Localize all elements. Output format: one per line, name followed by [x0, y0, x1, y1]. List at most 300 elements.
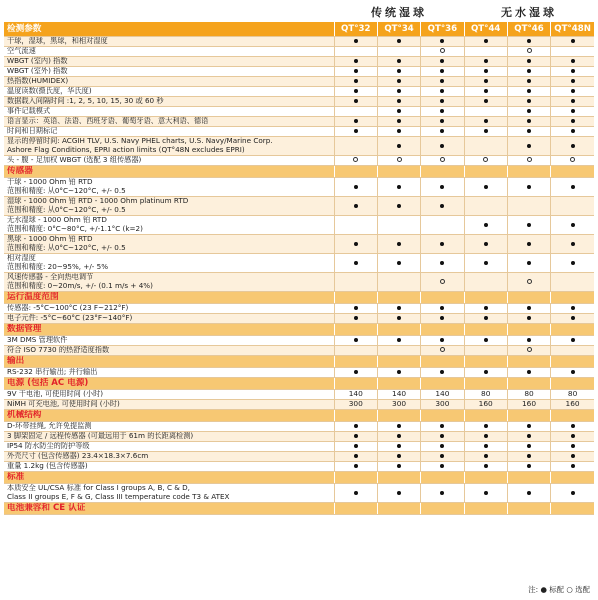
optional-circle-icon	[570, 157, 575, 162]
standard-dot-icon	[484, 39, 488, 43]
standard-cell	[507, 77, 550, 87]
standard-cell	[551, 37, 594, 47]
table-row	[4, 432, 594, 442]
standard-dot-icon	[484, 242, 488, 246]
parameter-cell	[4, 432, 334, 442]
parameter-text: 时间和日期标记	[7, 126, 58, 136]
standard-dot-icon	[527, 306, 531, 310]
standard-cell	[421, 452, 464, 462]
optional-circle-icon	[527, 48, 532, 53]
standard-dot-icon	[397, 261, 401, 265]
standard-dot-icon	[354, 89, 358, 93]
standard-dot-icon	[354, 79, 358, 83]
empty-cell	[464, 47, 507, 57]
standard-dot-icon	[484, 79, 488, 83]
section-cell	[377, 503, 420, 515]
standard-cell	[421, 107, 464, 117]
standard-cell	[507, 336, 550, 346]
standard-dot-icon	[484, 444, 488, 448]
parameter-cell	[4, 368, 334, 378]
parameter-text: 显示的停留时间: ACGIH TLV, U.S. Navy PHEL charts, U.S. Navy/Marine Corp.	[7, 136, 273, 146]
standard-dot-icon	[571, 223, 575, 227]
empty-cell	[464, 137, 507, 156]
standard-cell	[377, 117, 420, 127]
table-row	[4, 37, 594, 47]
standard-cell	[507, 97, 550, 107]
standard-dot-icon	[397, 316, 401, 320]
standard-dot-icon	[571, 119, 575, 123]
table-row	[4, 273, 594, 292]
optional-circle-icon	[440, 48, 445, 53]
value-cell: 300	[334, 400, 377, 410]
section-cell	[334, 166, 377, 178]
empty-cell	[334, 273, 377, 292]
standard-cell	[421, 77, 464, 87]
standard-dot-icon	[397, 185, 401, 189]
table-row	[4, 178, 594, 197]
standard-dot-icon	[397, 242, 401, 246]
standard-cell	[464, 452, 507, 462]
section-cell	[551, 324, 594, 336]
parameter-cell	[4, 77, 334, 87]
standard-cell	[421, 37, 464, 47]
standard-dot-icon	[484, 434, 488, 438]
standard-cell	[507, 314, 550, 324]
standard-cell	[507, 137, 550, 156]
empty-cell	[377, 216, 420, 235]
standard-dot-icon	[571, 306, 575, 310]
empty-cell	[551, 197, 594, 216]
standard-dot-icon	[571, 242, 575, 246]
standard-cell	[421, 117, 464, 127]
standard-dot-icon	[571, 434, 575, 438]
standard-dot-icon	[354, 338, 358, 342]
standard-dot-icon	[397, 454, 401, 458]
parameter-cell	[4, 37, 334, 47]
standard-cell	[507, 235, 550, 254]
standard-dot-icon	[397, 109, 401, 113]
parameter-text: 重量 1.2kg (包含传感器)	[7, 461, 88, 471]
standard-dot-icon	[571, 464, 575, 468]
standard-cell	[507, 107, 550, 117]
parameter-cell	[4, 117, 334, 127]
section-header-row	[4, 410, 594, 422]
parameter-text: 9V 干电池, 可使用时间 (小时)	[7, 389, 104, 399]
table-row	[4, 314, 594, 324]
section-cell	[377, 356, 420, 368]
standard-cell	[507, 127, 550, 137]
standard-dot-icon	[397, 99, 401, 103]
standard-cell	[464, 484, 507, 503]
empty-cell	[464, 346, 507, 356]
standard-dot-icon	[571, 69, 575, 73]
standard-cell	[464, 97, 507, 107]
standard-dot-icon	[354, 464, 358, 468]
group-traditional-wet-bulb: 传统湿球	[371, 6, 427, 19]
optional-cell	[507, 346, 550, 356]
parameter-text: 电子元件: -5°C~60°C (23°F~140°F)	[7, 313, 133, 323]
table-row	[4, 254, 594, 273]
standard-dot-icon	[527, 223, 531, 227]
standard-dot-icon	[571, 424, 575, 428]
standard-dot-icon	[527, 444, 531, 448]
standard-dot-icon	[527, 69, 531, 73]
parameter-text: 符合 ISO 7730 的热舒适度指数	[7, 345, 110, 355]
section-cell	[507, 166, 550, 178]
standard-cell	[421, 57, 464, 67]
optional-cell	[507, 273, 550, 292]
parameter-cell	[4, 336, 334, 346]
section-title: 输出	[4, 356, 334, 368]
value-cell: 300	[421, 400, 464, 410]
section-cell	[464, 410, 507, 422]
standard-dot-icon	[484, 370, 488, 374]
standard-dot-icon	[354, 242, 358, 246]
table-row	[4, 462, 594, 472]
standard-cell	[464, 178, 507, 197]
standard-dot-icon	[527, 464, 531, 468]
standard-cell	[334, 462, 377, 472]
standard-dot-icon	[440, 185, 444, 189]
parameter-text: 干球，湿球，黑球，和相对湿度	[7, 36, 108, 46]
standard-dot-icon	[527, 79, 531, 83]
parameter-text: 相对湿度	[7, 253, 36, 263]
parameter-cell	[4, 314, 334, 324]
standard-dot-icon	[397, 464, 401, 468]
standard-cell	[334, 97, 377, 107]
standard-dot-icon	[571, 491, 575, 495]
standard-dot-icon	[484, 338, 488, 342]
standard-cell	[551, 87, 594, 97]
standard-cell	[464, 254, 507, 273]
standard-cell	[551, 442, 594, 452]
standard-dot-icon	[571, 144, 575, 148]
optional-cell	[421, 273, 464, 292]
standard-dot-icon	[571, 129, 575, 133]
table-row	[4, 390, 594, 400]
standard-cell	[464, 77, 507, 87]
standard-cell	[551, 254, 594, 273]
standard-dot-icon	[397, 204, 401, 208]
standard-cell	[551, 127, 594, 137]
parameter-text: IP54 防水防尘的防护等级	[7, 441, 90, 451]
parameter-text: 范围和精度: 20~95%, +/- 5%	[7, 262, 109, 271]
standard-dot-icon	[354, 454, 358, 458]
parameter-cell	[4, 422, 334, 432]
standard-cell	[334, 37, 377, 47]
standard-dot-icon	[527, 242, 531, 246]
standard-cell	[421, 368, 464, 378]
standard-cell	[464, 314, 507, 324]
parameter-text: 空气流速	[7, 46, 36, 56]
section-cell	[551, 378, 594, 390]
empty-cell	[334, 107, 377, 117]
table-row	[4, 156, 594, 166]
optional-circle-icon	[440, 347, 445, 352]
standard-dot-icon	[484, 69, 488, 73]
parameter-text: WBGT (室外) 指数	[7, 66, 68, 76]
parameter-text: 3M DMS 管理软件	[7, 335, 68, 345]
standard-cell	[334, 314, 377, 324]
standard-dot-icon	[527, 144, 531, 148]
section-header-row	[4, 378, 594, 390]
standard-cell	[421, 304, 464, 314]
standard-cell	[377, 432, 420, 442]
standard-cell	[551, 57, 594, 67]
standard-dot-icon	[354, 316, 358, 320]
spec-table	[4, 22, 594, 515]
standard-dot-icon	[440, 316, 444, 320]
value-cell: 160	[507, 400, 550, 410]
standard-cell	[377, 235, 420, 254]
standard-dot-icon	[484, 223, 488, 227]
standard-dot-icon	[440, 89, 444, 93]
standard-cell	[507, 254, 550, 273]
section-cell	[334, 292, 377, 304]
value-cell: 80	[464, 390, 507, 400]
standard-cell	[421, 67, 464, 77]
parameter-cell	[4, 235, 334, 254]
standard-cell	[551, 462, 594, 472]
standard-dot-icon	[440, 370, 444, 374]
section-cell	[507, 356, 550, 368]
parameter-text: 范围和精度: 0~20m/s, +/- (0.1 m/s + 4%)	[7, 281, 153, 290]
standard-dot-icon	[354, 370, 358, 374]
section-cell	[551, 503, 594, 515]
standard-cell	[551, 216, 594, 235]
standard-dot-icon	[440, 144, 444, 148]
standard-dot-icon	[571, 444, 575, 448]
standard-dot-icon	[354, 39, 358, 43]
parameter-text: 湿球 - 1000 Ohm 铂 RTD - 1000 Ohm platinum RTD	[7, 196, 189, 206]
section-title: 数据管理	[4, 324, 334, 336]
standard-cell	[334, 57, 377, 67]
section-title: 标准	[4, 472, 334, 484]
section-cell	[421, 472, 464, 484]
standard-dot-icon	[484, 464, 488, 468]
standard-dot-icon	[484, 99, 488, 103]
standard-dot-icon	[440, 204, 444, 208]
standard-cell	[507, 368, 550, 378]
group-waterless-wet-bulb: 无水湿球	[501, 6, 557, 19]
standard-dot-icon	[527, 119, 531, 123]
standard-cell	[334, 117, 377, 127]
section-cell	[334, 472, 377, 484]
standard-cell	[334, 178, 377, 197]
standard-cell	[377, 422, 420, 432]
table-row	[4, 107, 594, 117]
empty-cell	[334, 137, 377, 156]
standard-cell	[464, 127, 507, 137]
section-title: 电源 (包括 AC 电源)	[4, 378, 334, 390]
standard-cell	[464, 304, 507, 314]
standard-cell	[551, 336, 594, 346]
standard-dot-icon	[354, 69, 358, 73]
section-cell	[421, 292, 464, 304]
section-cell	[507, 292, 550, 304]
table-row	[4, 304, 594, 314]
standard-dot-icon	[354, 444, 358, 448]
parameter-cell	[4, 178, 334, 197]
section-cell	[464, 472, 507, 484]
table-row	[4, 346, 594, 356]
table-row	[4, 235, 594, 254]
value-cell: 140	[421, 390, 464, 400]
standard-cell	[334, 235, 377, 254]
optional-circle-icon	[440, 157, 445, 162]
standard-cell	[377, 197, 420, 216]
standard-cell	[377, 314, 420, 324]
standard-dot-icon	[440, 306, 444, 310]
standard-cell	[421, 127, 464, 137]
standard-dot-icon	[397, 39, 401, 43]
standard-cell	[464, 117, 507, 127]
optional-cell	[377, 156, 420, 166]
parameter-cell	[4, 57, 334, 67]
standard-dot-icon	[527, 454, 531, 458]
standard-cell	[377, 442, 420, 452]
standard-dot-icon	[440, 109, 444, 113]
standard-dot-icon	[571, 59, 575, 63]
parameter-text: 传感器: -5°C~100°C (23 F~212°F)	[7, 303, 129, 313]
parameter-cell	[4, 442, 334, 452]
standard-cell	[464, 37, 507, 47]
section-cell	[421, 503, 464, 515]
parameter-cell	[4, 107, 334, 117]
optional-cell	[507, 47, 550, 57]
optional-cell	[421, 346, 464, 356]
standard-dot-icon	[527, 39, 531, 43]
table-row	[4, 442, 594, 452]
standard-dot-icon	[354, 59, 358, 63]
table-header-row	[4, 22, 594, 37]
standard-cell	[551, 97, 594, 107]
section-cell	[377, 166, 420, 178]
parameter-text: 外壳尺寸 (包含传感器) 23.4×18.3×7.6cm	[7, 451, 149, 461]
parameter-text: 本质安全 UL/CSA 标准 for Class I groups A, B, C & D,	[7, 483, 190, 493]
value-cell: 80	[507, 390, 550, 400]
parameter-text: 干球 - 1000 Ohm 铂 RTD	[7, 177, 93, 187]
standard-cell	[551, 235, 594, 254]
standard-dot-icon	[484, 129, 488, 133]
table-row	[4, 97, 594, 107]
standard-dot-icon	[397, 434, 401, 438]
standard-dot-icon	[571, 109, 575, 113]
parameter-text: 无水湿球 - 1000 Ohm 铂 RTD	[7, 215, 107, 225]
optional-cell	[421, 47, 464, 57]
standard-cell	[421, 197, 464, 216]
standard-cell	[377, 37, 420, 47]
standard-cell	[507, 117, 550, 127]
header-model: QT°44	[464, 22, 507, 37]
standard-dot-icon	[440, 491, 444, 495]
empty-cell	[464, 197, 507, 216]
standard-cell	[464, 67, 507, 77]
header-model: QT°36	[421, 22, 464, 37]
section-cell	[507, 324, 550, 336]
standard-dot-icon	[527, 99, 531, 103]
table-row	[4, 368, 594, 378]
standard-dot-icon	[354, 129, 358, 133]
standard-cell	[507, 178, 550, 197]
standard-dot-icon	[484, 185, 488, 189]
standard-dot-icon	[527, 434, 531, 438]
header-model: QT°34	[377, 22, 420, 37]
standard-cell	[377, 254, 420, 273]
standard-dot-icon	[571, 185, 575, 189]
value-cell: 160	[551, 400, 594, 410]
standard-dot-icon	[354, 261, 358, 265]
standard-dot-icon	[440, 79, 444, 83]
table-row	[4, 117, 594, 127]
section-cell	[377, 292, 420, 304]
standard-cell	[507, 442, 550, 452]
standard-cell	[551, 117, 594, 127]
section-header-row	[4, 503, 594, 515]
value-cell: 140	[334, 390, 377, 400]
parameter-cell	[4, 197, 334, 216]
parameter-text: Class II groups E, F & G, Class III temperature code T3 & ATEX	[7, 492, 230, 501]
standard-cell	[377, 452, 420, 462]
standard-dot-icon	[440, 444, 444, 448]
standard-dot-icon	[440, 242, 444, 246]
parameter-cell	[4, 273, 334, 292]
standard-dot-icon	[440, 129, 444, 133]
parameter-text: 3 脚架固定 / 远程传感器 (可最远用于 61m 的长距离检测)	[7, 431, 194, 441]
standard-cell	[377, 107, 420, 117]
standard-dot-icon	[571, 79, 575, 83]
standard-dot-icon	[571, 454, 575, 458]
standard-dot-icon	[484, 424, 488, 428]
standard-cell	[551, 304, 594, 314]
parameter-cell	[4, 156, 334, 166]
empty-cell	[507, 197, 550, 216]
standard-dot-icon	[527, 370, 531, 374]
parameter-cell	[4, 346, 334, 356]
standard-cell	[334, 484, 377, 503]
section-header-row	[4, 472, 594, 484]
standard-dot-icon	[440, 99, 444, 103]
standard-dot-icon	[484, 491, 488, 495]
parameter-text: 风速传感器 - 全向热电调节	[7, 272, 94, 282]
standard-cell	[334, 336, 377, 346]
header-model: QT°46	[507, 22, 550, 37]
parameter-text: 事件记载模式	[7, 106, 51, 116]
optional-circle-icon	[527, 347, 532, 352]
standard-cell	[421, 432, 464, 442]
standard-dot-icon	[484, 59, 488, 63]
standard-dot-icon	[527, 424, 531, 428]
optional-circle-icon	[527, 279, 532, 284]
standard-cell	[464, 87, 507, 97]
standard-cell	[421, 442, 464, 452]
legend-footnote: 注: ● 标配 ○ 选配	[528, 585, 590, 594]
standard-cell	[551, 368, 594, 378]
standard-dot-icon	[397, 491, 401, 495]
standard-cell	[421, 235, 464, 254]
parameter-cell	[4, 304, 334, 314]
standard-cell	[464, 462, 507, 472]
standard-cell	[464, 422, 507, 432]
standard-cell	[421, 422, 464, 432]
standard-cell	[334, 452, 377, 462]
standard-dot-icon	[397, 79, 401, 83]
parameter-text: 温度读数(摄氏度，华氏度)	[7, 86, 92, 96]
optional-cell	[507, 156, 550, 166]
parameter-text: 热指数(HUMIDEX)	[7, 76, 69, 86]
standard-cell	[551, 107, 594, 117]
optional-circle-icon	[397, 157, 402, 162]
